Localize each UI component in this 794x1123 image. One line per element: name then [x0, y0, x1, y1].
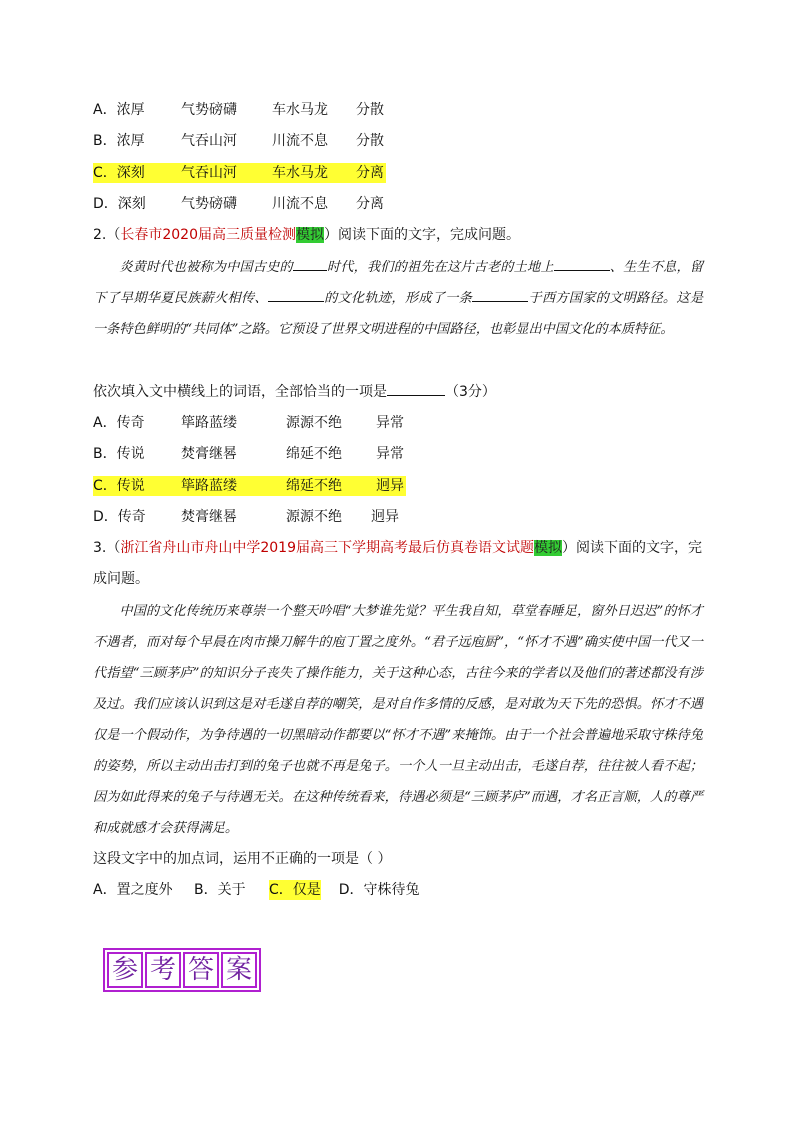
- question-instruction: ）阅读下面的文字，完: [562, 540, 702, 556]
- option-word: 绵延不绝: [286, 446, 342, 462]
- option-word: 川流不息: [272, 133, 328, 149]
- option-label: D．深刻: [93, 196, 146, 212]
- fill-blank: [554, 257, 610, 271]
- fill-blank: [268, 288, 324, 302]
- option-word: 迥异: [371, 509, 399, 525]
- q3-question: [93, 849, 391, 869]
- q2-option-b: [93, 444, 404, 464]
- banner-char: 答: [183, 952, 219, 988]
- question-text: 这段文字中的加点词，运用不正确的一项是（ ）: [93, 851, 392, 867]
- question-source: 浙江省舟山市舟山中学2019届高三下学期高考最后仿真卷语文试题: [120, 540, 534, 556]
- question-instruction: 成问题。: [93, 571, 149, 587]
- option-word: 分散: [356, 102, 384, 118]
- option-c-correct: C．仅是: [269, 882, 321, 898]
- question-source: 长春市2020届高三质量检测: [120, 227, 296, 243]
- option-word: 筚路蓝缕: [181, 476, 286, 496]
- q1-option-b: [93, 131, 384, 151]
- q3-header-cont: [93, 569, 149, 589]
- option-label: C．深刻: [93, 163, 181, 183]
- option-word: 气吞山河: [181, 163, 272, 183]
- option-word: 车水马龙: [272, 163, 356, 183]
- q2-question: [93, 382, 496, 402]
- question-number: 2.（: [93, 227, 121, 243]
- option-label: D．传奇: [93, 509, 146, 525]
- option-word: 分离: [356, 196, 384, 212]
- mock-tag: 模拟: [296, 227, 324, 243]
- option-label: A．传奇: [93, 415, 145, 431]
- question-score: （3分）: [445, 384, 496, 400]
- q1-option-c-correct: [93, 163, 386, 183]
- option-word: 源源不绝: [286, 509, 342, 525]
- banner-char: 考: [145, 952, 181, 988]
- q3-header: [93, 538, 702, 558]
- reference-answer-banner: [103, 948, 261, 992]
- q1-option-a: [93, 100, 384, 120]
- banner-char: 案: [221, 952, 257, 988]
- fill-blank: [472, 288, 528, 302]
- option-word: 车水马龙: [272, 102, 328, 118]
- q3-options: [93, 880, 420, 900]
- passage-text: 炎黄时代也被称为中国古史的: [119, 260, 293, 275]
- option-word: 绵延不绝: [286, 476, 376, 496]
- option-word: 气势磅礴: [181, 196, 237, 212]
- passage-text: 时代，我们的祖先在这片古老的土地上: [326, 260, 554, 275]
- option-word: 焚膏继晷: [181, 446, 237, 462]
- option-a: A．置之度外: [93, 882, 173, 898]
- option-word: 分散: [356, 133, 384, 149]
- option-word: 焚膏继晷: [181, 509, 237, 525]
- option-word: 气吞山河: [181, 133, 237, 149]
- option-word: 分离: [356, 165, 384, 181]
- q2-option-a: [93, 413, 404, 433]
- option-label: B．传说: [93, 446, 145, 462]
- q2-passage: [93, 252, 703, 345]
- option-word: 源源不绝: [286, 415, 342, 431]
- q1-option-d: [93, 194, 384, 214]
- q3-passage: [93, 596, 703, 844]
- question-text: 依次填入文中横线上的词语，全部恰当的一项是: [93, 384, 387, 400]
- q2-option-c-correct: [93, 476, 406, 496]
- option-d: D．守株待兔: [338, 882, 420, 898]
- passage-text: 中国的文化传统历来尊崇一个整天吟唱“大梦谁先觉？平生我自知，草堂春睡足，窗外日迟迟”的怀才不遇者，而对每个早晨在肉市操刀解牛的庖丁置之度外。“君子远庖厨”，“怀才不遇”确实使中国一代又一代指望“三顾茅庐”的知识分子丧失了操作能力，关于这种心态，古往今来的学者以及他们的著述都没有涉及过。我们应该认识到这是对毛遂自荐的嘲笑，是对自作多情的反感，是对敢为天下先的恐惧。怀才不遇仅是一个假动作，为争待遇的一切黑暗动作都要以“怀才不遇”来掩饰。由于一个社会普遍地采取守株待兔的姿势，所以主动出击打到的兔子也就不再是兔子。一个人一旦主动出击，毛遂自荐，往往被人看不起；因为如此得来的兔子与待遇无关。在这种传统看来，待遇必须是“三顾茅庐”而遇，才名正言顺，人的尊严和成就感才会获得满足。: [93, 604, 703, 836]
- option-label: A．浓厚: [93, 102, 145, 118]
- option-label: C．传说: [93, 476, 181, 496]
- option-word: 异常: [376, 415, 404, 431]
- fill-blank: [293, 257, 327, 271]
- passage-text: 、生生不息，留下了早期华夏民族薪火相传、: [93, 260, 704, 306]
- question-number: 3.（: [93, 540, 121, 556]
- option-label: B．浓厚: [93, 133, 145, 149]
- option-word: 异常: [376, 446, 404, 462]
- banner-char: 参: [107, 952, 143, 988]
- q2-header: [93, 225, 520, 245]
- option-b: B．关于: [194, 882, 246, 898]
- passage-text: 的文化轨迹，形成了一条: [323, 291, 473, 306]
- answer-blank: [387, 382, 445, 396]
- mock-tag: 模拟: [534, 540, 562, 556]
- passage-text: 于西方国家的文明路径。这是一条特色鲜明的“共同体”之路。它预设了世界文明进程的中国路径，也彰显出中国文化的本质特征。: [93, 291, 704, 337]
- option-word: 迥异: [376, 478, 404, 494]
- q2-option-d: [93, 507, 399, 527]
- option-word: 气势磅礴: [181, 102, 237, 118]
- question-instruction: ）阅读下面的文字，完成问题。: [324, 227, 520, 243]
- option-word: 川流不息: [272, 196, 328, 212]
- option-word: 筚路蓝缕: [181, 415, 237, 431]
